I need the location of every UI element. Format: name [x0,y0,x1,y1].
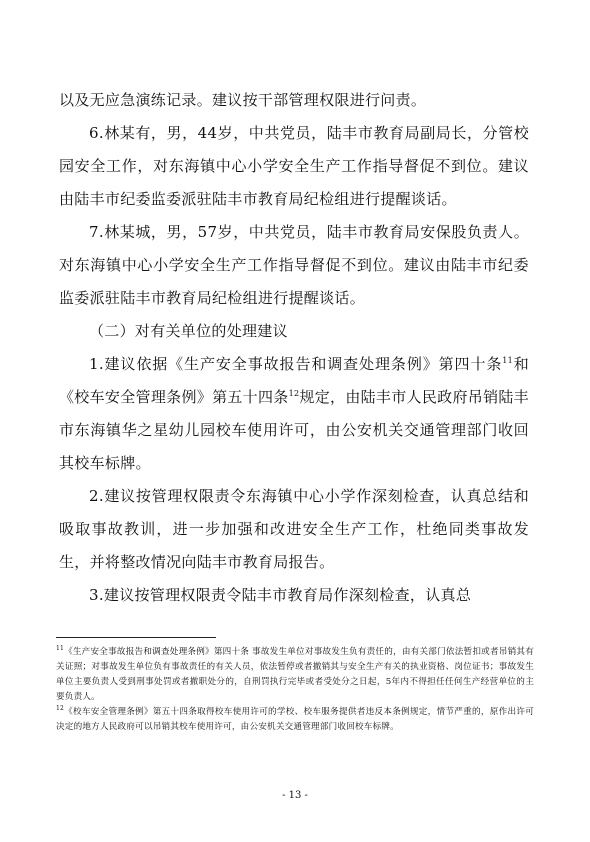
footnote-11 [56,645,534,705]
paragraph-item-6: 6.林某有，男，44岁，中共党员，陆丰市教育局副局长，分管校园安全工作，对东海镇中心小学安全生产工作指导督促不到位。建议由陆丰市纪委监委派驻陆丰市教育局纪检组进行提醒谈话。 [59,124,529,208]
paragraph-unit-item-1-part-b: 和《校车安全管理条例》第五十四条 [59,355,529,406]
footnote-divider [56,637,216,638]
footnote-11-text: 《生产安全事故报告和调查处理条例》第四十条 事故发生单位对事故发生负有责任的，由有关部门依法暂扣或者吊销其有关证照；对事故发生单位负有事故责任的有关人员，依法暂停或者撤销其与安全生产有关的执业资格、岗位证书；事故发生单位主要负责人受到刑事处罚或者撤职处分的，自刑罚执行完毕或者受处分之日起，5年内不得担任任何生产经营单位的主要负责人。 [56,647,534,702]
footnote-ref-12[interactable]: 12 [288,389,300,398]
paragraph-unit-item-1-part-c: 规定，由陆丰市人民政府吊销陆丰市东海镇华之星幼儿园校车使用许可，由公安机关交通管理部门收回其校车标牌。 [59,388,529,472]
body-text [59,84,529,612]
footnote-12 [56,705,534,735]
paragraph-1: 以及无应急演练记录。建议按干部管理权限进行问责。 [59,91,427,109]
paragraph-item-7: 7.林某城，男，57岁，中共党员，陆丰市教育局安保股负责人。对东海镇中心小学安全生产工作指导督促不到位。建议由陆丰市纪委监委派驻陆丰市教育局纪检组进行提醒谈话。 [59,223,529,307]
footnote-12-text: 《校车安全管理条例》第五十四条取得校车使用许可的学校、校车服务提供者违反本条例规定，情节严重的，原作出许可决定的地方人民政府可以吊销其校车使用许可，由公安机关交通管理部门收回校车标牌。 [56,707,534,732]
paragraph-unit-item-1 [59,348,529,480]
footnote-12-mark: 12 [56,705,65,713]
paragraph-unit-item-2: 2.建议按管理权限责令东海镇中心小学作深刻检查，认真总结和吸取事故教训，进一步加强和改进安全生产工作，杜绝同类事故发生，并将整改情况向陆丰市教育局报告。 [59,487,529,571]
footnotes [56,645,534,735]
footnote-ref-11[interactable]: 11 [502,356,514,365]
footnote-11-mark: 11 [56,645,65,653]
section-heading: （二）对有关单位的处理建议 [89,322,288,340]
page-number: - 13 - [282,790,308,801]
paragraph-unit-item-1-part-a: 1.建议依据《生产安全事故报告和调查处理条例》第四十条 [89,355,503,373]
paragraph-unit-item-3: 3.建议按管理权限责令陆丰市教育局作深刻检查，认真总 [89,586,472,604]
